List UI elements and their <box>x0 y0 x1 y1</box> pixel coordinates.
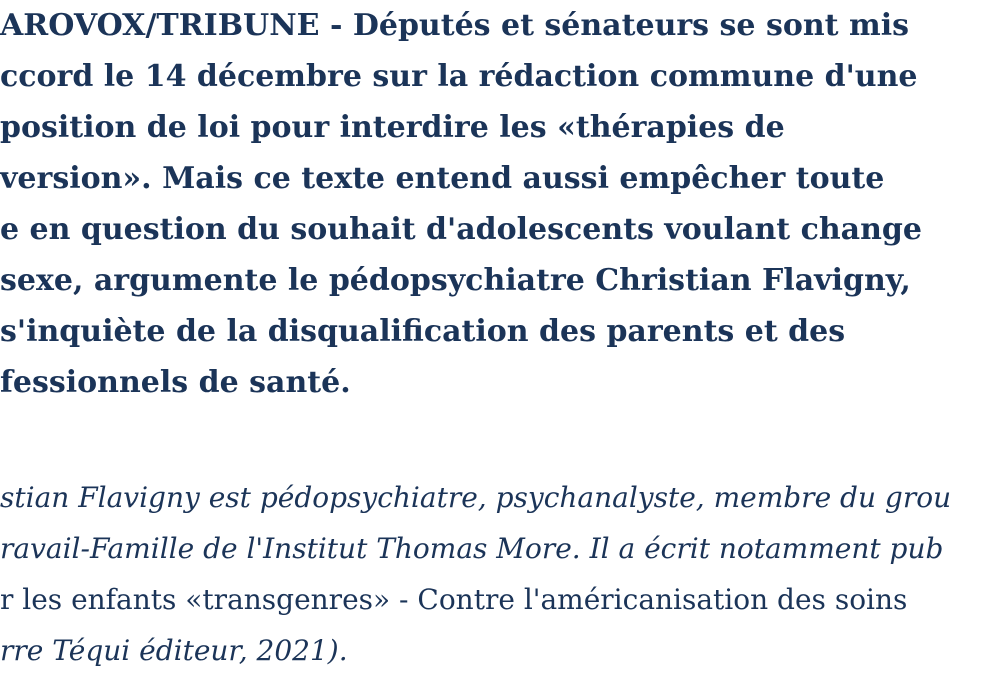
lead-line: ccord le 14 décembre sur la rédaction commune d'une <box>0 59 918 94</box>
bio-line: rre Téqui éditeur, 2021). <box>0 634 348 667</box>
bio-line: stian Flavigny est pédopsychiatre, psychanalyste, membre du grou <box>0 481 952 514</box>
lead-line: fessionnels de santé. <box>0 365 351 400</box>
bio-line-book-title: r les enfants «transgenres» - Contre l'américanisation des soins <box>0 583 908 616</box>
lead-line: sexe, argumente le pédopsychiatre Christian Flavigny, <box>0 263 911 298</box>
lead-line: position de loi pour interdire les «thérapies de <box>0 110 785 145</box>
lead-line: e en question du souhait d'adolescents voulant change <box>0 212 922 247</box>
lead-line: AROVOX/TRIBUNE - Députés et sénateurs se sont mis <box>0 8 909 43</box>
bio-line: ravail-Famille de l'Institut Thomas More. Il a écrit notamment pub <box>0 532 944 565</box>
lead-line: version». Mais ce texte entend aussi empêcher toute <box>0 161 885 196</box>
lead-line: s'inquiète de la disqualification des parents et des <box>0 314 846 349</box>
author-bio <box>0 472 1000 676</box>
